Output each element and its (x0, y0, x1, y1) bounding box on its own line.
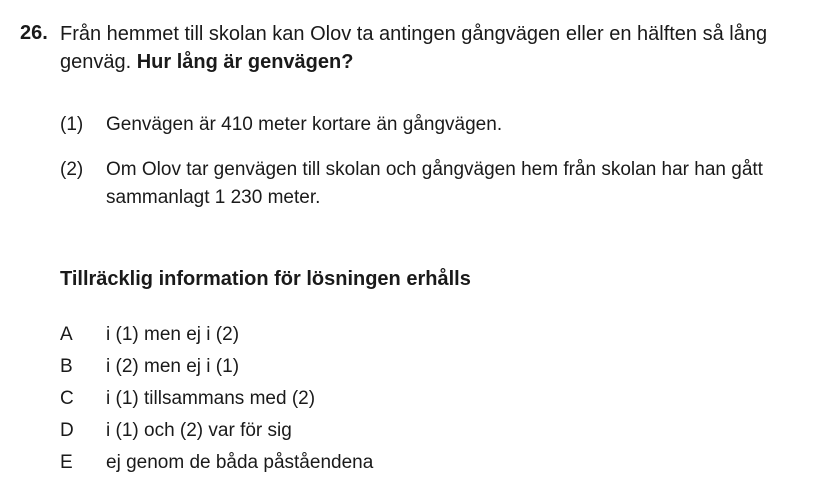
option-a-text: i (1) men ej i (2) (106, 324, 240, 345)
statement-2-label: (2) (60, 159, 84, 180)
statement-2-text-line2: sammanlagt 1 230 meter. (106, 187, 321, 208)
option-c-text: i (1) tillsammans med (2) (106, 388, 316, 409)
question-prompt: Hur lång är genvägen? (136, 51, 354, 73)
question-stem-line1: Från hemmet till skolan kan Olov ta antingen gångvägen eller en hälften så lång (60, 23, 768, 45)
option-e-letter: E (60, 452, 73, 473)
statement-1-text: Genvägen är 410 meter kortare än gångvägen. (106, 114, 503, 135)
question-stem-line2 (60, 48, 353, 76)
statement-1-label: (1) (60, 114, 84, 135)
stem-prefix: genväg. (60, 51, 132, 73)
option-e-text: ej genom de båda påståendena (106, 452, 374, 473)
question-number: 26. (20, 22, 48, 44)
sufficiency-heading: Tillräcklig information för lösningen erhålls (60, 268, 471, 290)
statement-2-text-line1: Om Olov tar genvägen till skolan och gångvägen hem från skolan har han gått (106, 159, 763, 180)
option-b-letter: B (60, 356, 73, 377)
option-c-letter: C (60, 388, 74, 409)
option-b-text: i (2) men ej i (1) (106, 356, 240, 377)
option-a-letter: A (60, 324, 73, 345)
option-d-letter: D (60, 420, 74, 441)
option-d-text: i (1) och (2) var för sig (106, 420, 292, 441)
